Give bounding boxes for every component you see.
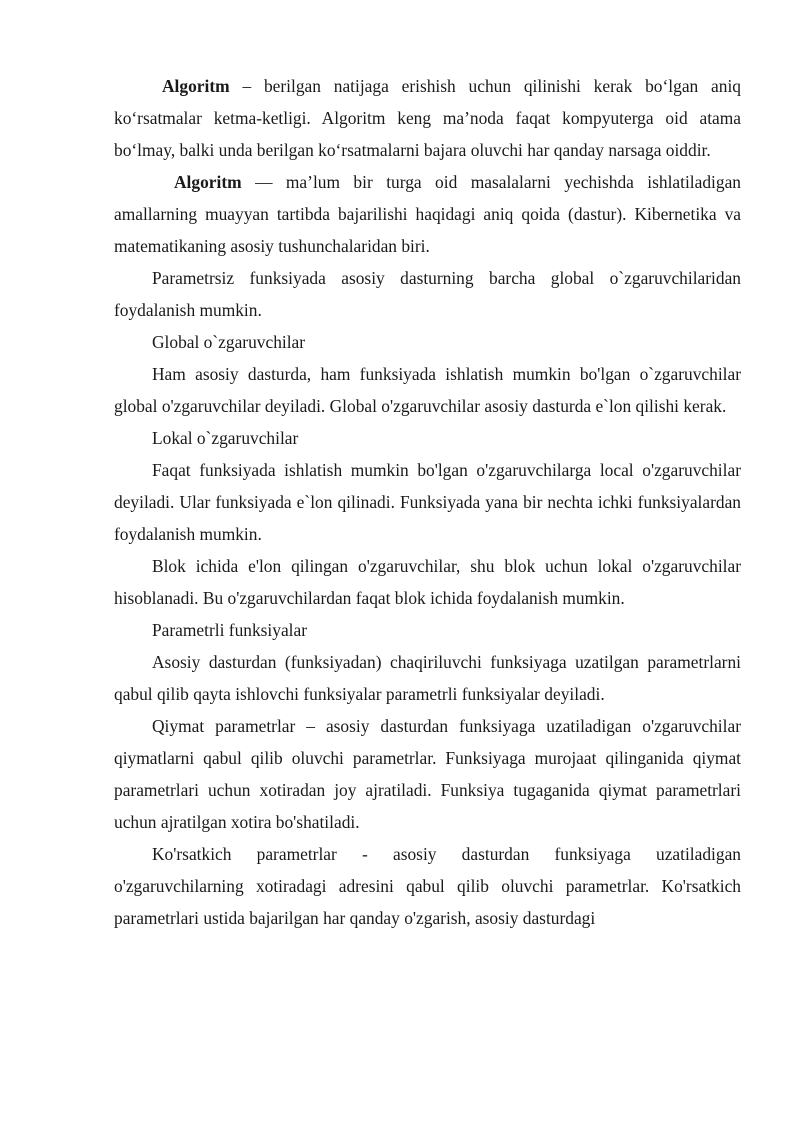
paragraph-korsatkich-parametrlar: Ko'rsatkich parametrlar - asosiy dasturdan funksiyaga uzatiladigan o'zgaruvchilarning xotiradagi adresini qabul qilib oluvchi parametrlar. Ko'rsatkich parametrlari ustida bajarilgan har qanday o'zgarish, asosiy dasturdagi — [114, 844, 741, 928]
heading-parametrli-funksiyalar: Parametrli funksiyalar — [152, 620, 308, 640]
paragraph-algoritm-definition-2 — [114, 166, 741, 262]
paragraph-text: – berilgan natijaga erishish uchun qilinishi kerak bo‘lgan aniq ko‘rsatmalar ketma-ketligi. Algoritm keng ma’noda faqat kompyuterga oid atama bo‘lmay, balki unda berilgan ko‘rsatmalarni bajara oluvchi har qanday narsaga oiddir. — [114, 76, 741, 160]
paragraph-qiymat-parametrlar: Qiymat parametrlar – asosiy dasturdan funksiyaga uzatiladigan o'zgaruvchilar qiymatlarni qabul qilib oluvchi parametrlar. Funksiyaga murojaat qilinganida qiymat parametrlari uchun xotiradan joy ajratiladi. Funksiya tugaganida qiymat parametrlari uchun ajratilgan xotira bo'shatiladi. — [114, 716, 741, 832]
heading-local-variables: Lokal o`zgaruvchilar — [152, 428, 299, 448]
term-algoritm: Algoritm — [174, 172, 242, 192]
document-page — [114, 70, 741, 934]
paragraph-parametrli-funksiyalar: Asosiy dasturdan (funksiyadan) chaqiriluvchi funksiyaga uzatilgan parametrlarni qabul qilib qayta ishlovchi funksiyalar parametrli funksiyalar deyiladi. — [114, 652, 741, 704]
paragraph-algoritm-definition-1 — [114, 70, 741, 166]
paragraph-global-variables: Ham asosiy dasturda, ham funksiyada ishlatish mumkin bo'lgan o`zgaruvchilar global o'zgaruvchilar deyiladi. Global o'zgaruvchilar asosiy dasturda e`lon qilishi kerak. — [114, 364, 741, 416]
paragraph-parametrsiz: Parametrsiz funksiyada asosiy dasturning barcha global o`zgaruvchilaridan foydalanish mumkin. — [114, 268, 741, 320]
paragraph-block-variables: Blok ichida e'lon qilingan o'zgaruvchilar, shu blok uchun lokal o'zgaruvchilar hisoblanadi. Bu o'zgaruvchilardan faqat blok ichida foydalanish mumkin. — [114, 556, 741, 608]
heading-global-variables: Global o`zgaruvchilar — [152, 332, 306, 352]
paragraph-local-variables: Faqat funksiyada ishlatish mumkin bo'lgan o'zgaruvchilarga local o'zgaruvchilar deyiladi. Ular funksiyada e`lon qilinadi. Funksiyada yana bir nechta ichki funksiyalardan foydalanish mumkin. — [114, 460, 741, 544]
paragraph-text: — ma’lum bir turga oid masalalarni yechishda ishlatiladigan amallarning muayyan tartibda bajarilishi haqidagi aniq qoida (dastur). Kibernetika va matematikaning asosiy tushunchalaridan biri. — [114, 172, 741, 256]
term-algoritm: Algoritm — [162, 76, 230, 96]
